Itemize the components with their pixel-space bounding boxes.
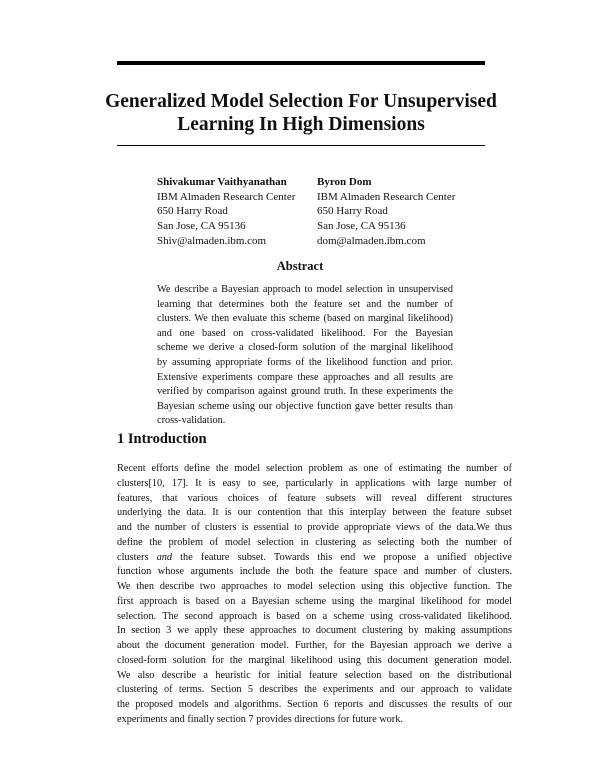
author-name: Byron Dom [317, 176, 372, 188]
author-email: dom@almaden.ibm.com [317, 234, 426, 247]
author-address-line: San Jose, CA 95136 [157, 220, 246, 233]
author-block-2 [317, 175, 455, 249]
abstract-line: and one based on cross-validated likelihood. For the Bayesian [157, 327, 453, 339]
abstract-line: verified by comparison against ground truth. In these experiments the [157, 386, 453, 398]
intro-line: clusters[10, 17]. It is easy to see, particularly in applications with large number of [117, 477, 512, 489]
author-name: Shivakumar Vaithyanathan [157, 176, 287, 188]
intro-line: We also describe a heuristic for initial feature selection based on the distributional [117, 669, 512, 681]
intro-line: features, that various choices of feature subsets will reveal different structures [117, 492, 512, 504]
introduction-body [117, 462, 512, 728]
intro-line: define the problem of model selection in clustering as selecting both the number of [117, 536, 512, 548]
intro-line: clustering of terms. Section 5 describes the experiments and our approach to validate [117, 684, 512, 696]
intro-line: selection. The second approach is based on a scheme using cross-validated likelihood. [117, 610, 512, 622]
intro-text-fragment: the feature subset. Towards this end we propose a unified objective [172, 551, 512, 563]
abstract-line: We describe a Bayesian approach to model selection in unsupervised [157, 284, 453, 295]
paper-title [100, 90, 502, 136]
author-affiliation: IBM Almaden Research Center [317, 190, 456, 203]
intro-line: the proposed models and algorithms. Section 6 reports and discusses the results of our [117, 699, 512, 710]
intro-line: function whose arguments include the both the feature space and number of clusters. [117, 566, 512, 578]
abstract-line: by assuming appropriate forms of the likelihood function and prior. [157, 356, 453, 368]
title-bottom-rule [117, 145, 485, 146]
abstract-line: cross-validation. [157, 415, 226, 427]
author-affiliation: IBM Almaden Research Center [157, 190, 296, 203]
author-email: Shiv@almaden.ibm.com [157, 234, 267, 247]
author-address-line: 650 Harry Road [317, 205, 388, 218]
intro-line: first approach is based on a Bayesian scheme using the marginal likelihood for model [117, 595, 512, 607]
intro-line: and the number of clusters is essential to provide appropriate views of the data.We thus [117, 522, 512, 533]
abstract-line: scheme we derive a closed-form solution of the marginal likelihood [157, 342, 453, 354]
intro-line: underlying the data. It is our contention that this interplay between the feature subset [117, 507, 512, 519]
intro-emphasis: and [156, 551, 173, 563]
author-block-1 [157, 175, 295, 249]
intro-line: We then describe two approaches to model selection using this objective function. The [117, 581, 512, 592]
intro-line: Recent efforts define the model selection problem as one of estimating the number of [117, 463, 512, 474]
intro-line: closed-form solution for the marginal likelihood using this document generation model. [117, 654, 512, 666]
abstract-line: Bayesian scheme using our objective function gave better results than [157, 400, 453, 412]
abstract-body [157, 283, 453, 429]
section-heading-introduction: 1 Introduction [117, 431, 207, 447]
intro-line: about the document generation model. Further, for the Bayesian approach we derive a [117, 640, 512, 651]
abstract-line: Extensive experiments compare these approaches and all results are [157, 371, 453, 383]
author-address-line: San Jose, CA 95136 [317, 220, 406, 233]
intro-text-fragment: clusters [117, 551, 157, 563]
abstract-line: learning that determines both the feature set and the number of [157, 298, 453, 310]
abstract-line: clusters. We then evaluate this scheme (based on marginal likelihood) [157, 313, 453, 325]
title-top-rule [117, 61, 485, 65]
title-line-2: Learning In High Dimensions [177, 114, 425, 135]
intro-line-with-emphasis [117, 551, 512, 566]
author-address-line: 650 Harry Road [157, 205, 228, 218]
intro-line: In section 3 we apply these approaches to document clustering by making assumptions [117, 625, 512, 637]
intro-line: experiments and finally section 7 provides directions for future work. [117, 713, 403, 725]
abstract-heading: Abstract [276, 259, 324, 273]
title-line-1: Generalized Model Selection For Unsupervised [105, 91, 497, 112]
